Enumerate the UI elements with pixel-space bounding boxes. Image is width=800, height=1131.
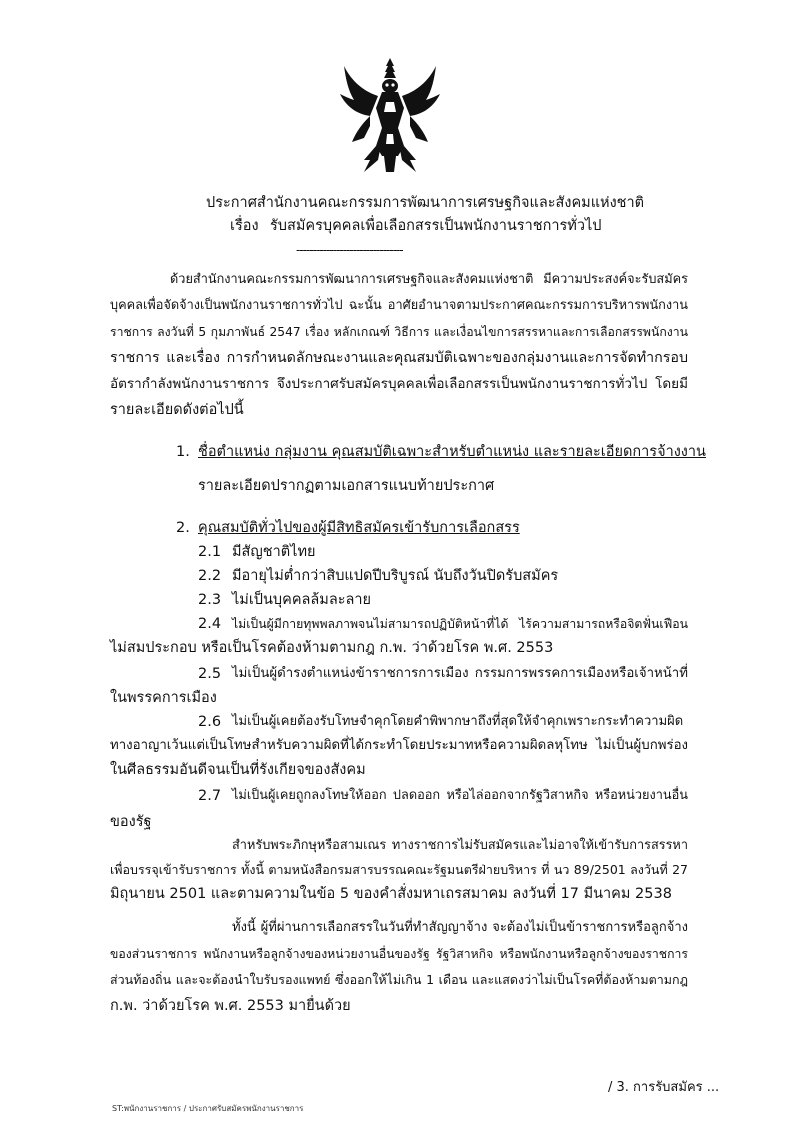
- section-2-number: 2.: [176, 520, 190, 536]
- subject-label: เรื่อง: [230, 218, 259, 234]
- intro-line-6: รายละเอียดดังต่อไปนี้: [110, 402, 244, 418]
- item-2-6-text-1: ไม่เป็นผู้เคยต้องรับโทษจำคุกโดยคำพิพากษาถึงที่สุดให้จำคุกเพราะกระทำความผิด: [232, 714, 684, 729]
- item-2-5-text-2: ในพรรคการเมือง: [110, 690, 217, 706]
- item-2-1-text: มีสัญชาติไทย: [232, 544, 316, 560]
- monks-line-2: เพื่อบรรจุเข้ารับราชการ ทั้งนี้ ตามหนังสือกรมสารบรรณคณะรัฐมนตรีฝ่ายบริหาร ที่ นว 89/2501 ลงวันที่ 27: [110, 862, 688, 877]
- announcement-title: ประกาศสำนักงานคณะกรรมการพัฒนาการเศรษฐกิจและสังคมแห่งชาติ: [206, 195, 645, 211]
- intro-line-3: ราชการ ลงวันที่ 5 กุมภาพันธ์ 2547 เรื่อง หลักเกณฑ์ วิธีการ และเงื่อนไขการสรรหาและการเลือกสรรพนักงาน: [110, 325, 688, 339]
- announcement-subject: รับสมัครบุคคลเพื่อเลือกสรรเป็นพนักงานราชการทั่วไป: [270, 218, 602, 234]
- item-2-2-number: 2.2: [198, 568, 222, 584]
- intro-line-2: บุคคลเพื่อจัดจ้างเป็นพนักงานราชการทั่วไป ฉะนั้น อาศัยอำนาจตามประกาศคณะกรรมการบริหารพนักงาน: [110, 298, 688, 313]
- item-2-2-text: มีอายุไม่ต่ำกว่าสิบแปดปีบริบูรณ์ นับถึงวันปิดรับสมัคร: [232, 568, 559, 584]
- item-2-3-number: 2.3: [198, 592, 222, 608]
- selected-line-4: ก.พ. ว่าด้วยโรค พ.ศ. 2553 มายื่นด้วย: [110, 998, 351, 1014]
- selected-line-2: ของส่วนราชการ พนักงานหรือลูกจ้างของหน่วยงานอื่นของรัฐ รัฐวิสาหกิจ หรือพนักงานหรือลูกจ้างของราชการ: [110, 947, 688, 961]
- item-2-6-text-2: ทางอาญาเว้นแต่เป็นโทษสำหรับความผิดที่ได้กระทำโดยประมาทหรือความผิดลหุโทษ ไม่เป็นผู้บกพร่อง: [110, 738, 688, 753]
- file-reference: ST:พนักงานราชการ / ประกาศรับสมัครพนักงานราชการ: [112, 1104, 304, 1113]
- item-2-7-number: 2.7: [198, 788, 222, 804]
- monks-line-3: มิถุนายน 2501 และตามความในข้อ 5 ของคำสั่งมหาเถรสมาคม ลงวันที่ 17 มีนาคม 2538: [110, 886, 672, 902]
- intro-line-4: ราชการ และเรื่อง การกำหนดลักษณะงานและคุณสมบัติเฉพาะของกลุ่มงานและการจัดทำกรอบ: [110, 350, 688, 366]
- intro-line-5: อัตรากำลังพนักงานราชการ จึงประกาศรับสมัครบุคคลเพื่อเลือกสรรเป็นพนักงานราชการทั่วไป โดยมี: [110, 376, 688, 392]
- item-2-6-number: 2.6: [198, 714, 222, 730]
- section-1-number: 1.: [176, 444, 190, 460]
- continued-marker: / 3. การรับสมัคร ...: [608, 1080, 720, 1095]
- monks-line-1: สำหรับพระภิกษุหรือสามเณร ทางราชการไม่รับสมัครและไม่อาจให้เข้ารับการสรรหา: [232, 838, 688, 853]
- selected-line-3: ส่วนท้องถิ่น และจะต้องนำใบรับรองแพทย์ ซึ่งออกให้ไม่เกิน 1 เดือน และแสดงว่าไม่เป็นโรคที่ต้องห้ามตามกฎ: [110, 972, 688, 987]
- item-2-3-text: ไม่เป็นบุคคลล้มละลาย: [232, 592, 372, 608]
- item-2-5-number: 2.5: [198, 666, 222, 682]
- garuda-emblem: [340, 56, 440, 174]
- selected-line-1: ทั้งนี้ ผู้ที่ผ่านการเลือกสรรในวันที่ทำสัญญาจ้าง จะต้องไม่เป็นข้าราชการหรือลูกจ้าง: [232, 920, 688, 935]
- item-2-4-text-1: ไม่เป็นผู้มีกายทุพพลภาพจนไม่สามารถปฏิบัติหน้าที่ได้ ไร้ความสามารถหรือจิตฟั่นเฟือน: [232, 617, 688, 631]
- item-2-5-text-1: ไม่เป็นผู้ดำรงตำแหน่งข้าราชการการเมือง กรรมการพรรคการเมืองหรือเจ้าหน้าที่: [232, 666, 688, 681]
- heading-rule: --------------------------------: [296, 243, 403, 257]
- item-2-1-number: 2.1: [198, 544, 222, 560]
- intro-line-1: ด้วยสำนักงานคณะกรรมการพัฒนาการเศรษฐกิจและสังคมแห่งชาติ มีความประสงค์จะรับสมัคร: [170, 272, 688, 287]
- section-2-heading: คุณสมบัติทั่วไปของผู้มีสิทธิสมัครเข้ารับการเลือกสรร: [198, 520, 520, 536]
- item-2-7-text-1: ไม่เป็นผู้เคยถูกลงโทษให้ออก ปลดออก หรือไล่ออกจากรัฐวิสาหกิจ หรือหน่วยงานอื่น: [232, 788, 688, 803]
- section-1-body: รายละเอียดปรากฏตามเอกสารแนบท้ายประกาศ: [198, 478, 495, 494]
- item-2-6-text-3: ในศีลธรรมอันดีจนเป็นที่รังเกียจของสังคม: [110, 762, 366, 778]
- item-2-4-text-2: ไม่สมประกอบ หรือเป็นโรคต้องห้ามตามกฎ ก.พ. ว่าด้วยโรค พ.ศ. 2553: [110, 640, 554, 656]
- item-2-4-number: 2.4: [198, 616, 222, 632]
- item-2-7-text-2: ของรัฐ: [110, 814, 152, 830]
- section-1-heading: ชื่อตำแหน่ง กลุ่มงาน คุณสมบัติเฉพาะสำหรับตำแหน่ง และรายละเอียดการจ้างงาน: [198, 444, 706, 460]
